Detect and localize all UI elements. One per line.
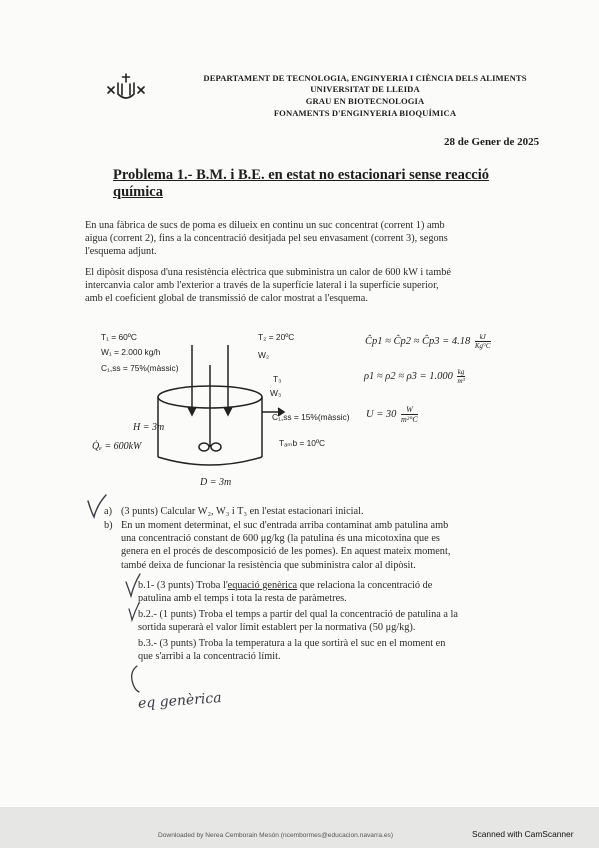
tamb-label: Tₐₘb = 10ºC: [279, 438, 326, 448]
unit-numerator: W: [401, 405, 418, 415]
text-line: En una fàbrica de sucs de poma es dilueix en continu un suc concentrat (corrent 1) amb: [85, 220, 445, 231]
unit-numerator: kJ: [475, 333, 491, 342]
stirrer-blade-right: [211, 443, 221, 451]
text-line: que s'arribi a la concentració límit.: [138, 651, 281, 663]
text-line: El dipòsit disposa d'una resistència elèctrica que subministra un calor de 600 kW i també: [85, 267, 451, 278]
c1-label: C₁,ss = 75%(màssic): [101, 363, 179, 373]
t1-label: T₁ = 60ºC: [101, 332, 137, 342]
unit-denominator: m³: [457, 377, 465, 385]
question-a-label: a): [104, 506, 112, 517]
heat-capacity-equation: [365, 333, 491, 350]
text-line: una concentració constant de 600 μg/kg (la patulina és una micotoxina que es: [121, 533, 440, 545]
equation-text: ρ1 ≈ ρ2 ≈ ρ3 = 1.000: [364, 370, 453, 382]
t3-label: T₃: [273, 374, 282, 384]
heat-transfer-coefficient-equation: [366, 405, 418, 424]
heat-input-label: Q̇ₑ = 600kW: [92, 441, 142, 452]
degree-name: GRAU EN BIOTECNOLOGIA: [305, 96, 425, 106]
text-line: patulina amb el temps i tota la resta de paràmetres.: [138, 593, 347, 605]
course-name: FONAMENTS D'ENGINYERIA BIOQUÍMICA: [273, 108, 457, 118]
text-line: En un moment determinat, el suc d'entrada arriba contaminat amb patulina amb: [121, 520, 449, 531]
text-line: amb el coeficient global de transmissió de calor mostrat a l'esquema.: [85, 293, 368, 305]
download-note: Downloaded by Nerea Cemborain Mesón (ncembormes@educacion.navarra.es): [158, 832, 394, 839]
stirrer-blade-left: [199, 443, 209, 451]
density-equation: [364, 368, 465, 385]
text-line: b.2.- (1 punts) Troba el temps a partir del qual la concentració de patulina a la: [138, 609, 458, 620]
unit-denominator: Kg°C: [474, 342, 491, 350]
department-name: DEPARTAMENT DE TECNOLOGIA, ENGINYERIA I CIÈNCIA DELS ALIMENTS: [203, 73, 527, 83]
question-a-text: (3 punts) Calcular W₂, W₃ i T₃ en l'estat estacionari inicial.: [121, 506, 364, 517]
c3-label: C₁,ss = 15%(màssic): [272, 412, 350, 422]
tank-bottom: [158, 457, 262, 465]
question-b2: [138, 608, 517, 634]
hand-arrow-icon: [123, 664, 147, 694]
heater-paragraph: [85, 266, 525, 306]
equation-text: Ĉp1 ≈ Ĉp2 ≈ Ĉp3 = 4.18: [365, 335, 471, 347]
text-line: sortida superarà el valor límit establert per la normativa (50 μg/kg).: [138, 622, 416, 634]
w3-label: W₃: [270, 388, 282, 398]
question-b1: [138, 579, 517, 605]
question-b3: [138, 637, 517, 663]
text-line: b.3.- (3 punts) Troba la temperatura a la que sortirà el suc en el moment en: [138, 638, 446, 649]
text-line: b.1- (3 punts) Troba l'equació genèrica que relaciona la concentració de: [138, 580, 433, 591]
question-b-text: [121, 519, 517, 572]
handwritten-note: eq genèrica: [137, 690, 223, 712]
university-name: UNIVERSITAT DE LLEIDA: [310, 84, 420, 94]
text-line: també deixa de funcionar la resistència que subministra calor al dipòsit.: [121, 559, 416, 571]
w1-label: W₁ = 2.000 kg/h: [101, 347, 161, 357]
text-line: intercanvia calor amb l'exterior a través de la superfície lateral i la superfície superior,: [85, 280, 439, 292]
equation-text: U = 30: [366, 408, 397, 420]
exam-date: 28 de Gener de 2025: [444, 136, 540, 148]
problem-title: [113, 167, 513, 201]
w2-label: W₂: [258, 350, 270, 360]
text-line: genera en el procés de descomposició de les pomes). En aquest mateix moment,: [121, 546, 451, 558]
problem-title-line2: química: [113, 184, 163, 200]
scanner-watermark: Scanned with CamScanner: [472, 829, 574, 839]
tank-diagram: [150, 345, 350, 475]
text-line: l'esquema adjunt.: [85, 246, 157, 258]
t2-label: T₂ = 20ºC: [258, 332, 295, 342]
unit-numerator: kg: [457, 368, 465, 376]
text-line: aigua (corrent 2), fins a la concentració desitjada pel seu envasament (corrent 3), segons: [85, 233, 448, 245]
diameter-label: D = 3m: [200, 477, 232, 488]
university-crest-icon: [104, 72, 148, 106]
problem-title-line1: Problema 1.- B.M. i B.E. en estat no estacionari sense reacció: [113, 167, 490, 183]
generic-equation-underlined: equació genèrica: [227, 580, 298, 591]
intro-paragraph: [85, 219, 525, 259]
question-b-label: b): [104, 520, 113, 531]
unit-denominator: m²°C: [401, 415, 418, 424]
height-label: H = 3m: [133, 422, 165, 433]
